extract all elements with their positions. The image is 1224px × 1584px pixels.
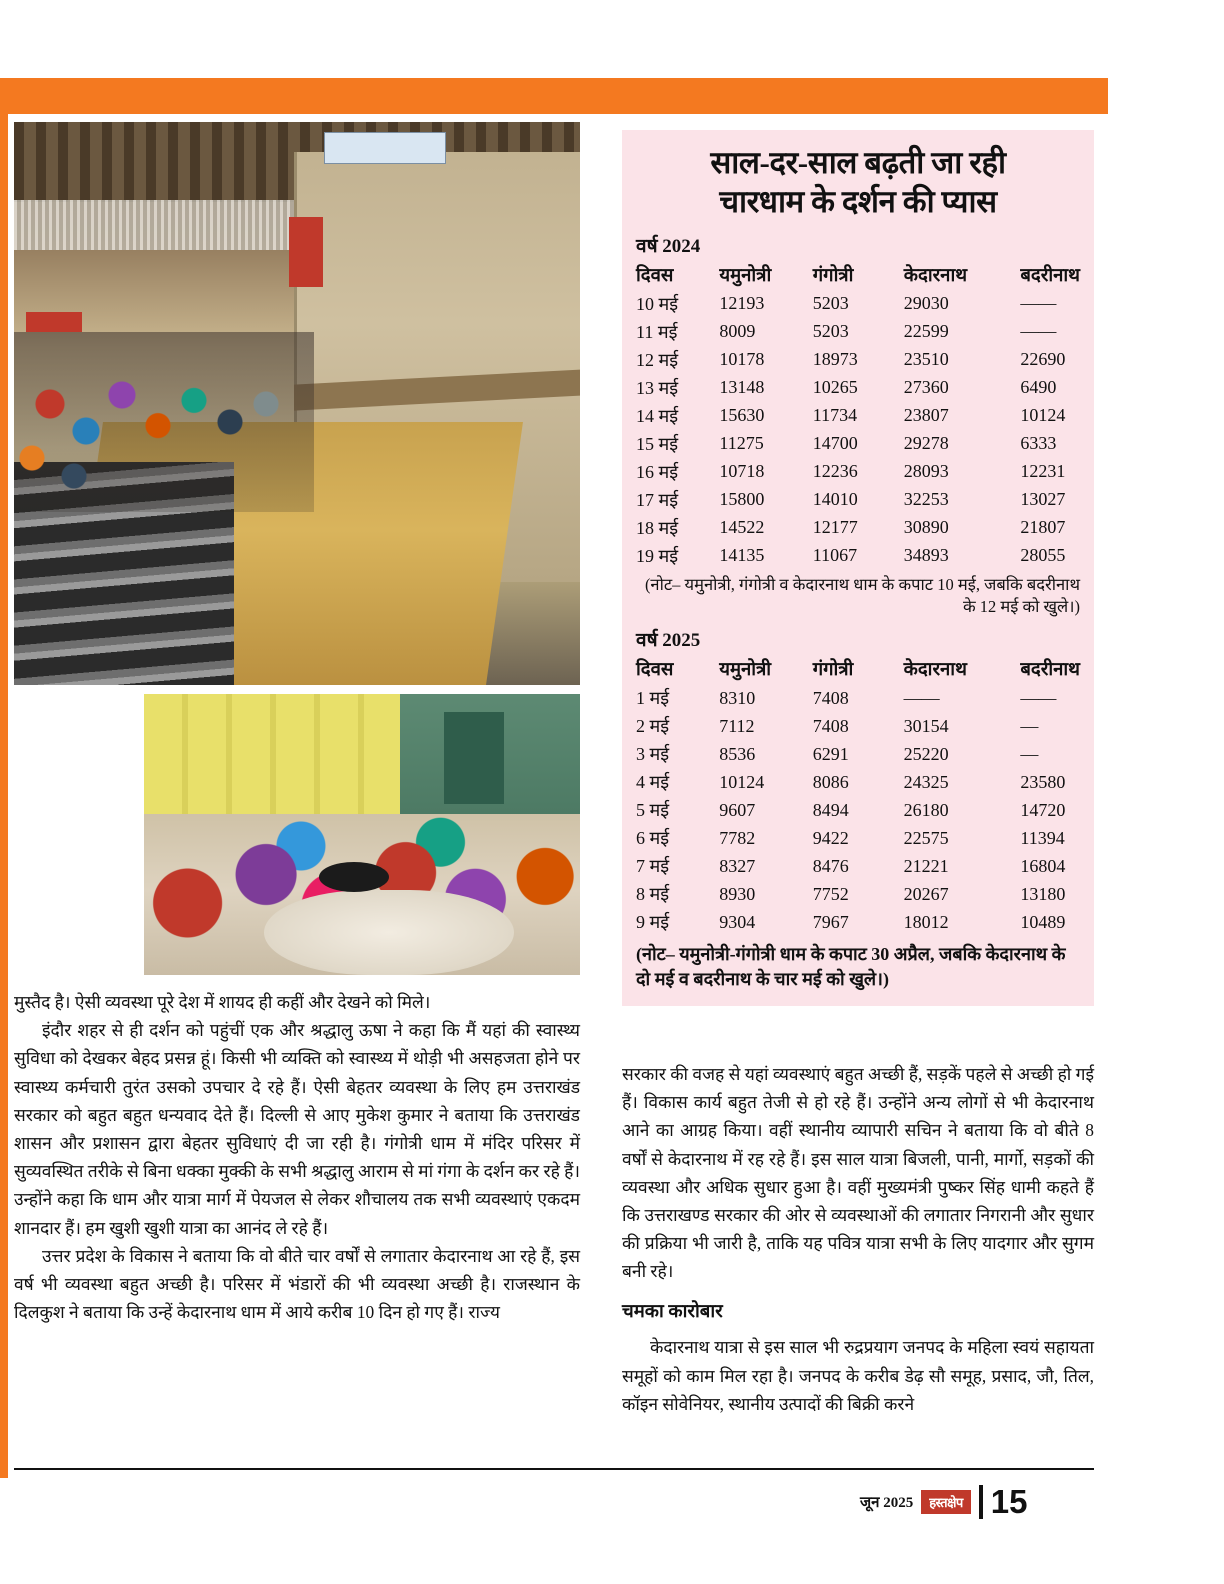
cell-badrinath: 14720 [1020, 799, 1066, 820]
photo-pilgrim-crowd [14, 332, 314, 512]
stats-panel [622, 130, 1094, 1006]
cell-badrinath: 12231 [1020, 461, 1066, 481]
cell-badrinath: 13027 [1020, 489, 1066, 509]
footer-date: जून 2025 [860, 1495, 914, 1511]
cell-yamunotri: 11275 [719, 433, 764, 453]
table-row [634, 514, 1082, 542]
cell-day: 8 मई [636, 884, 670, 905]
th-badrinath: बदरीनाथ [1020, 265, 1080, 286]
th-gangotri: गंगोत्री [812, 660, 854, 681]
table-row [634, 796, 1082, 824]
table-2025 [634, 655, 1082, 936]
cell-gangotri: 11734 [812, 405, 858, 425]
th-day: दिवस [636, 265, 674, 286]
table-row [634, 430, 1082, 458]
cell-badrinath: 6333 [1020, 433, 1057, 453]
stats-title-line2: चारधाम के दर्शन की प्यास [719, 183, 997, 219]
paragraph: इंदौर शहर से ही दर्शन को पहुंचीं एक और श्रद्धालु ऊषा ने कहा कि मैं यहां की स्वास्थ्य सुविधा को देखकर बेहद प्रसन्न हूं। किसी भी व्यक्ति को स्वास्थ्य में थोड़ी भी असहजता होने पर स्वास्थ्य कर्मचारी तुरंत उसको उपचार दे रहे हैं। ऐसी बेहतर व्यवस्था के लिए हम उत्तराखंड सरकार को बहुत बहुत धन्यवाद देते हैं। दिल्ली से आए मुकेश कुमार ने बताया कि उत्तराखंड शासन और प्रशासन द्वारा बेहतर सुविधाएं दी जा रही है। गंगोत्री धाम में मंदिर परिसर में सुव्यवस्थित तरीके से बिना धक्का मुक्की के सभी श्रद्धालु आराम से मां गंगा के दर्शन कर रहे हैं। उन्होंने कहा कि धाम और यात्रा मार्ग में पेयजल से लेकर शौचालय तक सभी व्यवस्थाएं एकदम शानदार हैं। हम खुशी खुशी यात्रा का आनंद ले रहे हैं। [14, 1020, 580, 1238]
stats-title [634, 144, 1082, 222]
cell-gangotri: 8086 [812, 771, 849, 792]
cell-gangotri: 11067 [812, 545, 858, 565]
table-row [634, 684, 1082, 712]
cell-day: 19 मई [636, 545, 679, 566]
cell-day: 4 मई [636, 772, 670, 793]
cell-badrinath: 13180 [1020, 883, 1066, 904]
cell-gangotri: 9422 [812, 827, 849, 848]
cell-yamunotri: 8327 [719, 855, 756, 876]
body-column-left [14, 988, 580, 1326]
cell-kedarnath: 21221 [903, 855, 949, 876]
cell-yamunotri: 15800 [719, 489, 765, 509]
table-row [634, 486, 1082, 514]
cell-yamunotri: 10178 [719, 349, 765, 369]
cell-kedarnath: 30154 [903, 715, 949, 736]
note-2024: (नोट– यमुनोत्री, गंगोत्री व केदारनाथ धाम के कपाट 10 मई, जबकि बदरीनाथ के 12 मई को खुले।) [644, 574, 1080, 616]
cell-day: 17 मई [636, 489, 679, 510]
cell-day: 11 मई [636, 321, 678, 342]
stats-title-line1: साल-दर-साल बढ़ती जा रही [710, 145, 1006, 180]
table-row [634, 402, 1082, 430]
cell-badrinath: 6490 [1020, 377, 1057, 397]
cell-badrinath: 10489 [1020, 911, 1066, 932]
th-kedarnath: केदारनाथ [903, 265, 968, 286]
cell-yamunotri: 14135 [719, 545, 765, 565]
cell-kedarnath: —— [903, 687, 940, 708]
table-row [634, 318, 1082, 346]
cell-day: 2 मई [636, 716, 670, 737]
cell-badrinath: —— [1020, 321, 1057, 341]
cell-yamunotri: 8536 [719, 743, 756, 764]
page-footer [860, 1478, 1110, 1526]
cell-yamunotri: 12193 [719, 293, 765, 313]
cell-kedarnath: 20267 [903, 883, 949, 904]
cell-gangotri: 7408 [812, 715, 849, 736]
page-number: 15 [990, 1483, 1028, 1520]
cell-gangotri: 8494 [812, 799, 849, 820]
cell-yamunotri: 7112 [719, 715, 755, 736]
cell-kedarnath: 22575 [903, 827, 949, 848]
page-right-margin [1108, 0, 1224, 1584]
cell-kedarnath: 28093 [903, 461, 949, 481]
cell-badrinath: 21807 [1020, 517, 1066, 537]
cell-gangotri: 5203 [812, 293, 849, 313]
cell-badrinath: 28055 [1020, 545, 1066, 565]
magazine-logo: हस्तक्षेप [921, 1490, 971, 1514]
table-header-row [634, 655, 1082, 684]
table-row [634, 458, 1082, 486]
table-row [634, 740, 1082, 768]
cell-yamunotri: 14522 [719, 517, 765, 537]
table-2024 [634, 261, 1082, 570]
photo-women-selfhelp-group [144, 694, 580, 975]
th-day: दिवस [636, 660, 674, 681]
cell-day: 12 मई [636, 349, 679, 370]
table-row [634, 880, 1082, 908]
cell-yamunotri: 8930 [719, 883, 756, 904]
cell-yamunotri: 10718 [719, 461, 765, 481]
table-row [634, 374, 1082, 402]
table-row [634, 542, 1082, 570]
cell-kedarnath: 18012 [903, 911, 949, 932]
photo-red-sign [26, 312, 82, 332]
cell-kedarnath: 29030 [903, 293, 949, 313]
cell-day: 15 मई [636, 433, 679, 454]
cell-badrinath: 11394 [1020, 827, 1065, 848]
cell-gangotri: 8476 [812, 855, 849, 876]
cell-day: 14 मई [636, 405, 679, 426]
section-subheading: चमका कारोबार [622, 1301, 723, 1322]
cell-kedarnath: 29278 [903, 433, 949, 453]
cell-yamunotri: 13148 [719, 377, 765, 397]
cell-gangotri: 18973 [812, 349, 858, 369]
cell-yamunotri: 9304 [719, 911, 756, 932]
cell-kedarnath: 24325 [903, 771, 949, 792]
table-row [634, 712, 1082, 740]
cell-badrinath: —— [1020, 293, 1057, 313]
table-row [634, 768, 1082, 796]
cell-day: 3 मई [636, 744, 670, 765]
cell-kedarnath: 25220 [903, 743, 949, 764]
cell-day: 5 मई [636, 800, 670, 821]
photo-ceiling-detail [14, 200, 314, 250]
cell-kedarnath: 30890 [903, 517, 949, 537]
th-yamunotri: यमुनोत्री [719, 265, 772, 286]
cell-gangotri: 14010 [812, 489, 858, 509]
table-row [634, 290, 1082, 318]
cell-kedarnath: 26180 [903, 799, 949, 820]
cell-day: 7 मई [636, 856, 670, 877]
cell-kedarnath: 22599 [903, 321, 949, 341]
table-row [634, 346, 1082, 374]
cell-day: 13 मई [636, 377, 679, 398]
photo-floor-mat [264, 890, 514, 975]
orange-left-edge [0, 78, 8, 1478]
year-2024-label: वर्ष 2024 [636, 235, 701, 257]
th-yamunotri: यमुनोत्री [719, 660, 772, 681]
paragraph: केदारनाथ यात्रा से इस साल भी रुद्रप्रयाग जनपद के महिला स्वयं सहायता समूहों को काम मिल रहा है। जनपद के करीब डेढ़ सौ समूह, प्रसाद, जौ, तिल, कॉइन सोवेनियर, स्थानीय उत्पादों की बिक्री करने [622, 1337, 1094, 1414]
cell-yamunotri: 8310 [719, 687, 756, 708]
cell-day: 16 मई [636, 461, 679, 482]
cell-gangotri: 7408 [812, 687, 849, 708]
cell-badrinath: 23580 [1020, 771, 1066, 792]
th-kedarnath: केदारनाथ [903, 660, 967, 681]
cell-gangotri: 7967 [812, 911, 849, 932]
cell-badrinath: 10124 [1020, 405, 1066, 425]
cell-gangotri: 5203 [812, 321, 849, 341]
cell-yamunotri: 7782 [719, 827, 756, 848]
orange-header-bar [0, 78, 1180, 114]
cell-badrinath: —— [1020, 687, 1057, 708]
table-row [634, 852, 1082, 880]
body-column-right [622, 1060, 1094, 1418]
paragraph: मुस्तैद है। ऐसी व्यवस्था पूरे देश में शायद ही कहीं और देखने को मिले। [14, 992, 431, 1012]
cell-badrinath: 22690 [1020, 349, 1066, 369]
cell-day: 1 मई [636, 688, 670, 709]
photo-cooking-pan [319, 862, 389, 892]
paragraph: उत्तर प्रदेश के विकास ने बताया कि वो बीते चार वर्षों से लगातार केदारनाथ आ रहे हैं, इस वर्ष भी व्यवस्था बहुत अच्छी है। परिसर में भंडारों की भी व्यवस्था अच्छी है। राजस्थान के दिलकुश ने बताया कि उन्हें केदारनाथ धाम में आये करीब 10 दिन हो गए हैं। राज्य [14, 1245, 580, 1323]
footer-divider [14, 1468, 1094, 1470]
cell-day: 9 मई [636, 912, 670, 933]
paragraph: सरकार की वजह से यहां व्यवस्थाएं बहुत अच्छी हैं, सड़कें पहले से अच्छी हो गई हैं। विकास कार्य बहुत तेजी से हो रहे हैं। उन्होंने अन्य लोगों से भी केदारनाथ आने का आग्रह किया। वहीं स्थानीय व्यापारी सचिन ने बताया कि वो बीते 8 वर्षों से केदारनाथ में रह रहे हैं। इस साल यात्रा बिजली, पानी, मार्गो, सड़कों की व्यवस्था और अधिक सुधार हुआ है। वहीं मुख्यमंत्री पुष्कर सिंह धामी कहते हैं कि उत्तराखण्ड सरकार की ओर से व्यवस्थाओं की लगातार निगरानी और सुधार की प्रक्रिया भी जारी है, ताकि यह पवित्र यात्रा सभी के लिए यादगार और सुगम बनी रहे। [622, 1064, 1094, 1282]
photo-signboard [324, 132, 446, 164]
footer-bar [979, 1485, 983, 1519]
cell-kedarnath: 32253 [903, 489, 949, 509]
cell-gangotri: 12236 [812, 461, 858, 481]
cell-gangotri: 10265 [812, 377, 858, 397]
cell-badrinath: — [1020, 715, 1039, 736]
cell-kedarnath: 27360 [903, 377, 949, 397]
table-row [634, 908, 1082, 936]
photo-red-banner [289, 217, 323, 287]
cell-yamunotri: 15630 [719, 405, 765, 425]
th-gangotri: गंगोत्री [812, 265, 854, 286]
cell-kedarnath: 23510 [903, 349, 949, 369]
cell-badrinath: — [1020, 743, 1039, 764]
photo-temple-queue [14, 122, 580, 685]
cell-yamunotri: 9607 [719, 799, 756, 820]
cell-gangotri: 14700 [812, 433, 858, 453]
cell-day: 10 मई [636, 293, 679, 314]
cell-gangotri: 12177 [812, 517, 858, 537]
th-badrinath: बदरीनाथ [1020, 660, 1080, 681]
cell-day: 6 मई [636, 828, 670, 849]
cell-badrinath: 16804 [1020, 855, 1066, 876]
year-2025-label: वर्ष 2025 [636, 630, 701, 652]
cell-day: 18 मई [636, 517, 679, 538]
table-row [634, 824, 1082, 852]
note-2025: (नोट– यमुनोत्री-गंगोत्री धाम के कपाट 30 अप्रैल, जबकि केदारनाथ के दो मई व बदरीनाथ के चार मई को खुले।) [636, 944, 1066, 990]
cell-yamunotri: 8009 [719, 321, 756, 341]
cell-kedarnath: 34893 [903, 545, 949, 565]
table-header-row [634, 261, 1082, 290]
cell-gangotri: 7752 [812, 883, 849, 904]
cell-kedarnath: 23807 [903, 405, 949, 425]
cell-yamunotri: 10124 [719, 771, 765, 792]
cell-gangotri: 6291 [812, 743, 849, 764]
